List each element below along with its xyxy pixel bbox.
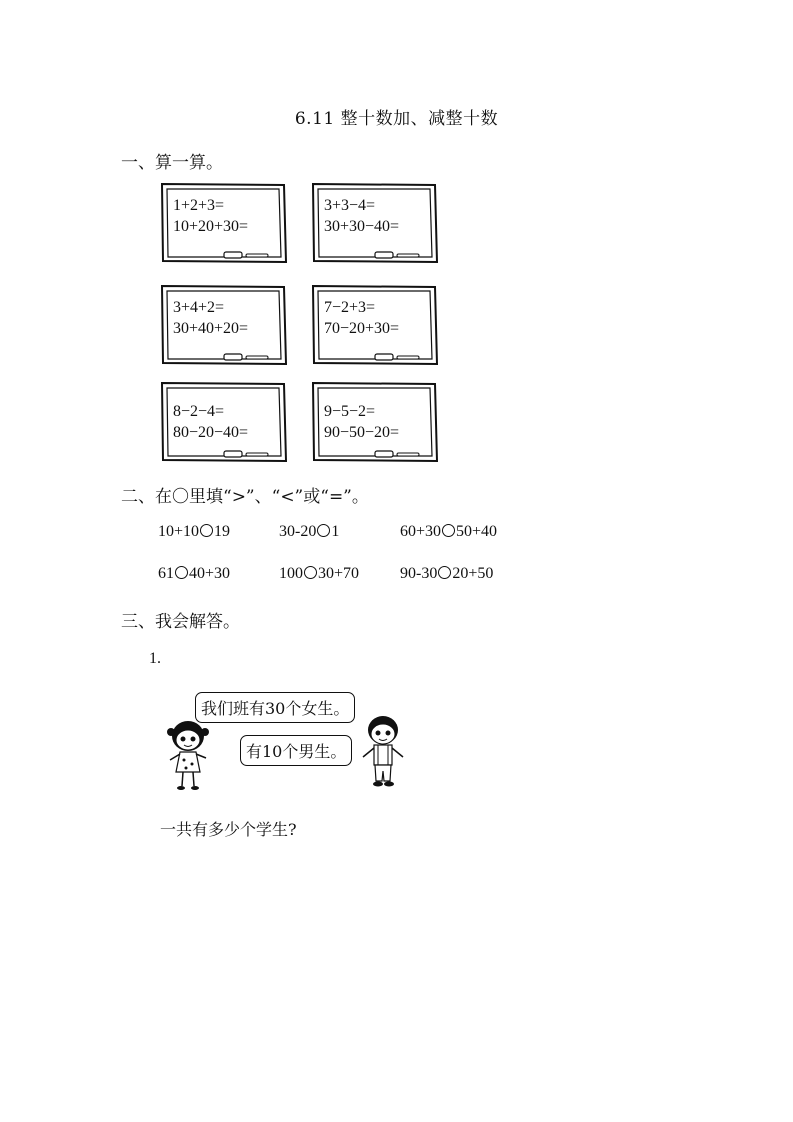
board-1-line-2: 10+20+30= — [173, 218, 249, 235]
answer-circle[interactable] — [442, 524, 455, 537]
board-2-line-1: 3+3−4= — [324, 197, 376, 214]
girl-speech-bubble: 我们班有30个女生。 — [195, 692, 355, 723]
board-4-line-1: 7−2+3= — [324, 299, 376, 316]
comparison-2 — [279, 523, 339, 541]
girl-illustration — [164, 716, 212, 792]
board-5-line-2: 80−20−40= — [173, 424, 249, 441]
comparison-3-left: 60+30 — [400, 523, 442, 540]
answer-circle[interactable] — [438, 566, 451, 579]
blackboard-6 — [311, 381, 439, 463]
boy-speech-bubble: 有10个男生。 — [240, 735, 352, 766]
board-3-line-2: 30+40+20= — [173, 320, 249, 337]
board-2-line-2: 30+30−40= — [324, 218, 400, 235]
section-3-heading: 三、我会解答。 — [121, 612, 240, 632]
comparison-1-left: 10+10 — [158, 523, 200, 540]
comparison-5-left: 100 — [279, 565, 303, 582]
board-6-line-1: 9−5−2= — [324, 403, 376, 420]
board-1-line-1: 1+2+3= — [173, 197, 225, 214]
comparison-5-right: 30+70 — [318, 565, 360, 582]
blackboard-3 — [160, 284, 288, 366]
boy-illustration — [358, 711, 408, 789]
section-1-heading: 一、算一算。 — [121, 153, 223, 173]
comparison-6-right: 20+50 — [452, 565, 494, 582]
comparison-4-left: 61 — [158, 565, 174, 582]
comparison-6 — [400, 565, 493, 583]
comparison-6-left: 90-30 — [400, 565, 438, 582]
comparison-1 — [158, 523, 230, 541]
board-5-line-1: 8−2−4= — [173, 403, 225, 420]
answer-circle[interactable] — [304, 566, 317, 579]
question-number: 1. — [149, 650, 161, 667]
board-3-line-1: 3+4+2= — [173, 299, 225, 316]
comparison-4-right: 40+30 — [189, 565, 231, 582]
comparison-1-right: 19 — [214, 523, 231, 540]
answer-circle[interactable] — [175, 566, 188, 579]
page-title: 6.11 整十数加、减整十数 — [294, 109, 499, 129]
blackboard-4 — [311, 284, 439, 366]
answer-circle[interactable] — [317, 524, 330, 537]
comparison-3 — [400, 523, 497, 541]
comparison-5 — [279, 565, 359, 583]
comparison-2-left: 30-20 — [279, 523, 317, 540]
board-6-line-2: 90−50−20= — [324, 424, 400, 441]
comparison-4 — [158, 565, 230, 583]
blackboard-1 — [160, 182, 288, 264]
board-4-line-2: 70−20+30= — [324, 320, 400, 337]
comparison-2-right: 1 — [331, 523, 340, 540]
section-2-heading: 二、在〇里填“>”、“<”或“=”。 — [121, 487, 369, 507]
comparison-3-right: 50+40 — [456, 523, 498, 540]
answer-circle[interactable] — [200, 524, 213, 537]
blackboard-5 — [160, 381, 288, 463]
blackboard-2 — [311, 182, 439, 264]
question-text: 一共有多少个学生? — [160, 820, 297, 839]
